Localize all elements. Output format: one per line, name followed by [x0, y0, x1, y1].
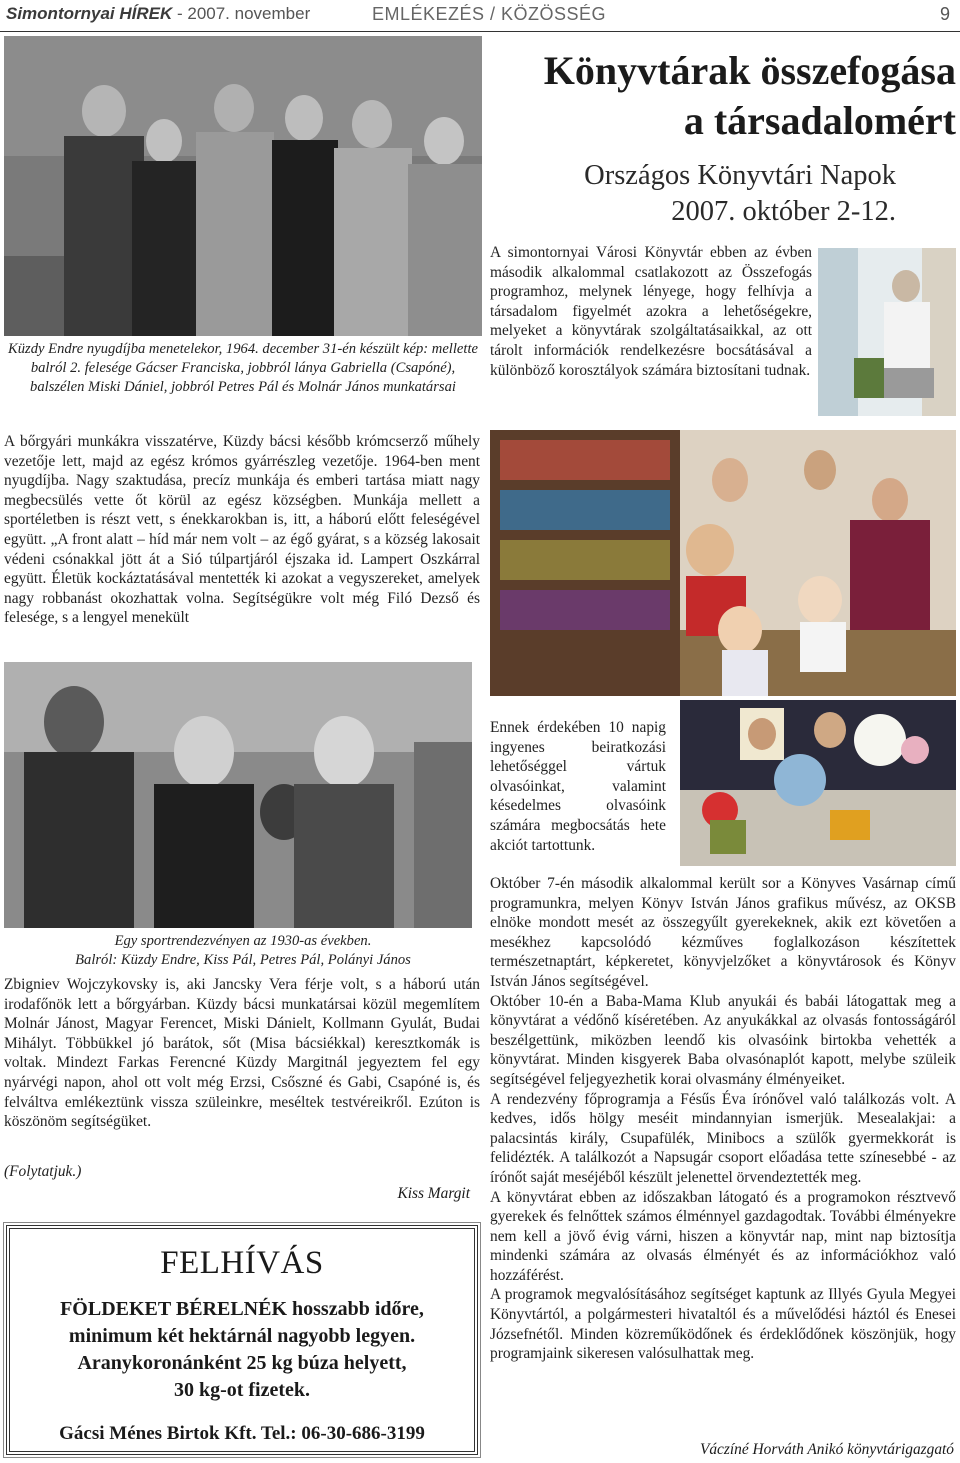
photo-retirement-group: [4, 36, 482, 336]
article-paragraph-1: A bőrgyári munkákra visszatérve, Küzdy bácsi később krómcserző műhely vezetője lett, majd az egész krómos gyárrészleg vezetője. 1964-ben ment nyugdíjba. Nagy szaktudása, precíz munkája és emberi tartása miatt nagy megbecsülés vette őt körül az egész községben. Munkája mellett a sportéletben is részt vett, s énekkarokban is, itt, a háború előtt feleségével együtt. „A front alatt – híd már nem volt – az égő gyárat, s a község lakosait védeni csónakkal jött át a Sió túlpartjáról éjszaka id. Lampert Oszkárral együtt. Életük kockáztatásával mentették ki azokat a vegyszereket, amelyek nagy robbanást okozhattak volna. Segítségükre volt még Filó Dezső és felesége, s a lengyel menekült: [4, 433, 480, 627]
para-registration: Ennek érdekében 10 napig ingyenes beiratkozási lehetőséggel vártuk olvasóinkat, valamint késedelmes olvasóink számára megbocsátás hete akciót tartottunk.: [490, 719, 666, 854]
notice-box: [6, 1225, 478, 1455]
header-publication: [6, 4, 310, 24]
article-paragraph-2: Zbigniev Wojczykovsky is, aki Jancsky Vera férje volt, s a háború után irodafőnök lett a bőrgyárban. Küzdy bácsi munkatársai közül megemlítem Molnár Jánost, Magyar Ferencet, Miski Dánielt, Kollmann Gyulát, Budai Mihályt. Többükkel jó barátok, sőt (Misa bácsiékkal) keresztkomák is voltak. Mindezt Farkas Ferencné Küzdy Margitnál jegyeztem fel egy nyárvégi napon, ahol ott volt még Erzsi, Csőszné és Gabi, Csapóné is, és felváltva emlékeztünk vissza szüleinkre, meséltek testvéreikről. Ezúton is köszönöm segítségüket.: [4, 976, 480, 1131]
para-experiences: A könyvtárat ebben az időszakban látogató és a programokon résztvevő gyerekek és felnőttek számos élménnyel gazdagodtak. További élményekre nem kell a jövő évig várni, hiszen a könyvtár nap, mint nap biztosítja mindenki számára az olvasás élményét és az információkhoz való hozzáférést.: [490, 1188, 956, 1284]
intro-paragraph: A simontornyai Városi Könyvtár ebben az évben második alkalommal csatlakozott az Összefogás programhoz, melynek lényege, hogy felhívja a társadalom figyelmét azokra a lehetőségekre, melyeket a könyvtárak szolgáltatásaikkal, az ott tárolt információk rendelkezésre bocsátásával a különböző korosztályok számára biztosítani tudnak.: [490, 244, 812, 379]
photo2-caption-line1: Egy sportrendezvényen az 1930-as években.: [114, 933, 372, 949]
notice-contact: Gácsi Ménes Birtok Kft. Tel.: 06-30-686-3199: [59, 1423, 425, 1444]
article-right-body: [490, 874, 956, 1364]
para-thanks: A programok megvalósításához segítséget kaptunk az Illyés Gyula Megyei Könyvtártól, a polgármesteri hivataltól és a művelődési háztól és Enesei Józsefnétől. Minden közreműködőnek és érdeklődőnek köszönjük, hogy programjaink sikeresen valósulhattak meg.: [490, 1286, 956, 1363]
para-konyves-vasarnap: Október 7-én második alkalommal került sor a Könyves Vasárnap című programunkra, melyen Könyv István János grafikus művész, az OKSB elnöke mondott mesét az összegyűlt gyerekeknek, akik ezt követően a mesékhez kapcsolódó kézműves foglalkozáson készítettek természetnaptárt, képkeretet, könyvjelzőket a könyvtárosok és Könyv István János segítségével.: [490, 875, 956, 990]
notice-line-1: FÖLDEKET BÉRELNÉK hosszabb időre,: [60, 1298, 424, 1320]
author-signature-left: Kiss Margit: [397, 1185, 470, 1202]
header-section: EMLÉKEZÉS / KÖZÖSSÉG: [372, 4, 607, 24]
para-fesus-eva: A rendezvény főprogramja a Fésűs Éva írónővel való találkozás volt. A kedves, idős hölgy meséit mindannyian ismerjük. Mesealakjai: a palacsintás király, Csupafülék, Minibocs a szülők gyermekkorát is felidézték. A találkozót a Napsugár csoport előadása tette színesebbé - az írónőt saját meséjéből készült jelenettel örvendeztették meg.: [490, 1090, 956, 1186]
para-baba-mama: Október 10-én a Baba-Mama Klub anyukái és babái látogattak meg a könyvtárat a védőnő kíséretében. Az anyukákkal az olvasás fontosságáról beszélgettünk, miközben leendő kis olvasóink birtokba vehették a könyvtárat. Minden kisgyerek Baba olvasónaplót kapott, melybe szüleik segítségével feljegyezhetik korai olvasmány élményeiket.: [490, 992, 956, 1088]
notice-line-4: 30 kg-ot fizetek.: [173, 1379, 311, 1401]
title-line-1: Könyvtárak összefogása: [543, 48, 956, 93]
continued-note: (Folytatjuk.): [4, 1163, 82, 1180]
page-number: 9: [939, 4, 950, 24]
photo2-caption-line2: Balról: Küzdy Endre, Kiss Pál, Petres Pál, Polányi János: [75, 952, 411, 968]
photo-sport-event-1930s: [4, 662, 472, 928]
publication-name: Simontornyai HÍREK: [6, 4, 173, 23]
subtitle-line-2: 2007. október 2-12.: [671, 196, 896, 227]
notice-line-3: Aranykoronánként 25 kg búza helyett,: [77, 1352, 407, 1374]
photo-author-reading: [818, 248, 956, 416]
photo-party-balloons: [680, 700, 956, 866]
notice-title: FELHÍVÁS: [160, 1245, 324, 1281]
subtitle-line-1: Országos Könyvtári Napok: [584, 160, 896, 191]
notice-line-2: minimum két hektárnál nagyobb legyen.: [68, 1325, 416, 1347]
photo-baba-mama-club: [490, 430, 956, 696]
author-signature-right: Váczíné Horváth Anikó könyvtárigazgató: [699, 1441, 954, 1458]
photo1-caption: Küzdy Endre nyugdíjba menetelekor, 1964. december 31-én készült kép: mellette balról 2. felesége Gácser Franciska, jobbról lánya Gabriella (Csapóné), balszélen Miski Dániel, jobbról Petres Pál és Molnár János munkatársai: [8, 341, 478, 395]
notice-text: [10, 1296, 474, 1404]
issue-date: - 2007. november: [176, 4, 311, 23]
article-title: [486, 46, 956, 146]
title-line-2: a társadalomért: [683, 98, 956, 143]
article-subtitle: [486, 158, 896, 230]
